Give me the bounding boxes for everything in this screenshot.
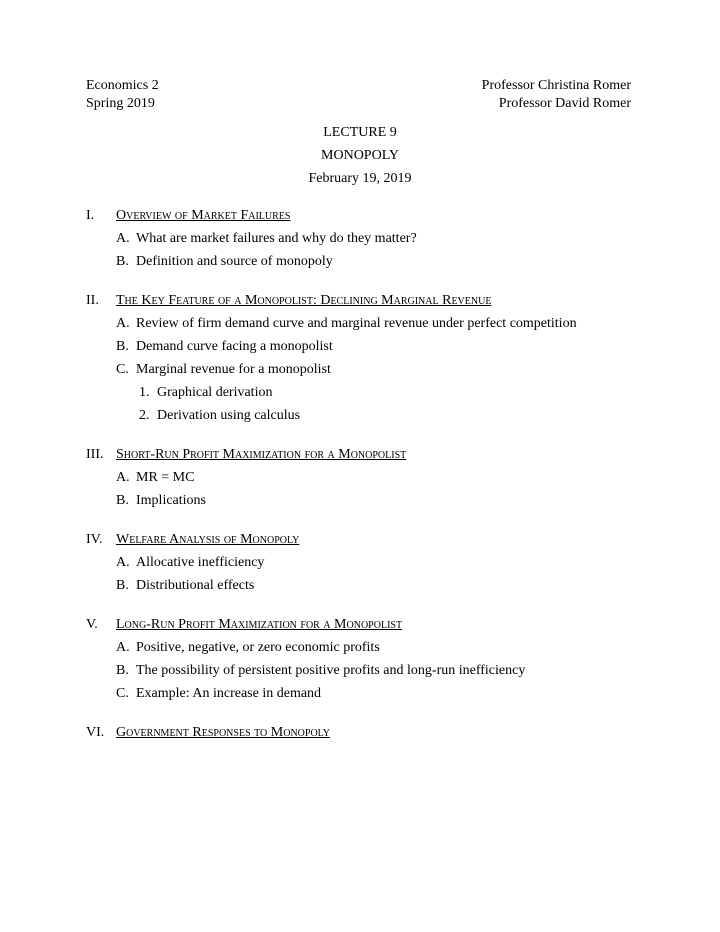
section-numeral: VI. — [86, 725, 105, 740]
outline-subitem — [86, 384, 646, 407]
outline-item — [86, 230, 646, 253]
instructor-2: Professor David Romer — [498, 96, 631, 111]
section-title: Long-Run Profit Maximization for a Monopolist — [116, 617, 403, 632]
outline-subitem — [86, 407, 646, 430]
outline-item — [86, 253, 646, 276]
item-text: Example: An increase in demand — [136, 686, 322, 701]
item-label: B. — [116, 254, 129, 269]
lecture-number: LECTURE 9 — [323, 125, 397, 140]
item-text: MR = MC — [136, 470, 195, 485]
outline-section — [86, 207, 646, 276]
item-text: The possibility of persistent positive profits and long-run inefficiency — [136, 663, 526, 678]
section-numeral: III. — [86, 447, 104, 462]
outline-section — [86, 616, 646, 708]
subitem-label: 2. — [139, 408, 150, 423]
item-label: B. — [116, 578, 129, 593]
section-heading — [86, 616, 646, 639]
item-label: A. — [116, 470, 130, 485]
section-numeral: II. — [86, 293, 99, 308]
lecture-date: February 19, 2019 — [308, 171, 412, 186]
outline-item — [86, 554, 646, 577]
outline-item — [86, 639, 646, 662]
term: Spring 2019 — [86, 96, 155, 111]
section-heading — [86, 531, 646, 554]
outline-item — [86, 338, 646, 361]
section-numeral: IV. — [86, 532, 103, 547]
section-title: Overview of Market Failures — [116, 208, 291, 223]
item-text: Allocative inefficiency — [136, 555, 265, 570]
item-text: What are market failures and why do they matter? — [136, 231, 417, 246]
outline-item — [86, 315, 646, 338]
header-right — [482, 77, 631, 113]
item-text: Distributional effects — [136, 578, 255, 593]
section-title: Government Responses to Monopoly — [116, 725, 331, 740]
item-text: Positive, negative, or zero economic profits — [136, 640, 380, 655]
item-text: Review of firm demand curve and marginal revenue under perfect competition — [136, 316, 577, 331]
section-numeral: V. — [86, 617, 98, 632]
item-label: C. — [116, 362, 129, 377]
header-left — [86, 77, 159, 113]
lecture-topic: MONOPOLY — [321, 148, 399, 163]
item-label: C. — [116, 686, 129, 701]
subitem-label: 1. — [139, 385, 150, 400]
lecture-outline — [86, 207, 646, 763]
outline-section — [86, 724, 646, 747]
instructor-1: Professor Christina Romer — [481, 78, 631, 93]
outline-item — [86, 492, 646, 515]
outline-item — [86, 361, 646, 384]
outline-section — [86, 292, 646, 430]
section-title: Short-Run Profit Maximization for a Monopolist — [116, 447, 407, 462]
item-text: Demand curve facing a monopolist — [136, 339, 333, 354]
item-text: Definition and source of monopoly — [136, 254, 333, 269]
item-text: Marginal revenue for a monopolist — [136, 362, 331, 377]
outline-item — [86, 662, 646, 685]
subitem-text: Derivation using calculus — [157, 408, 301, 423]
item-label: A. — [116, 316, 130, 331]
item-label: B. — [116, 493, 129, 508]
item-label: A. — [116, 555, 130, 570]
course-name: Economics 2 — [86, 78, 159, 93]
section-title: The Key Feature of a Monopolist: Declining Marginal Revenue — [116, 293, 492, 308]
section-heading — [86, 724, 646, 747]
subitem-text: Graphical derivation — [157, 385, 273, 400]
item-label: A. — [116, 640, 130, 655]
section-heading — [86, 207, 646, 230]
outline-section — [86, 531, 646, 600]
item-label: A. — [116, 231, 130, 246]
section-title: Welfare Analysis of Monopoly — [116, 532, 300, 547]
outline-item — [86, 469, 646, 492]
outline-item — [86, 577, 646, 600]
section-heading — [86, 292, 646, 315]
title-block — [0, 124, 720, 193]
section-heading — [86, 446, 646, 469]
outline-section — [86, 446, 646, 515]
item-label: B. — [116, 663, 129, 678]
section-numeral: I. — [86, 208, 95, 223]
item-text: Implications — [136, 493, 206, 508]
item-label: B. — [116, 339, 129, 354]
outline-item — [86, 685, 646, 708]
